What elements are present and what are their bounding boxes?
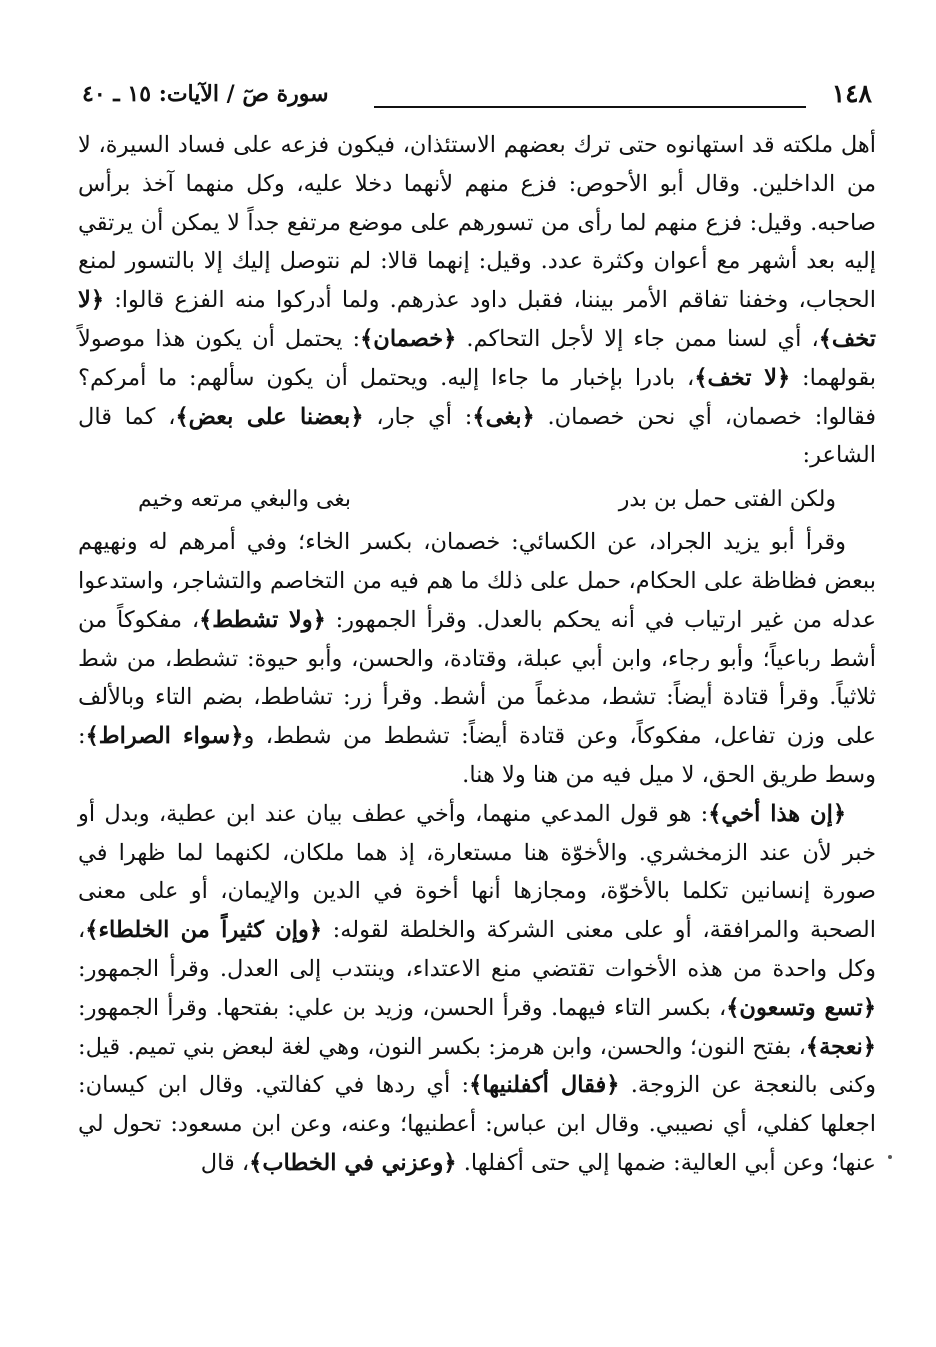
text-run: : هو قول المدعي منهما، وأخي عطف بيان عند ابن عطية، وبدل أو خبر لأن عند الزمخشري. والأخوّة هنا مستعارة، إذ هما ملكان، لكنهما لما ظهرا في صورة إنسانين تكلما بالأخوّة، ومجازها أنها أخوة في الدين والإيمان، أو على معنى الصحبة والمرافقة، أو على معنى الشركة والخلطة لقوله:	[78, 800, 876, 944]
text-run: ، بادرا بإخبار ما جاءا إليه. ويحتمل أن يكون سألهم: ما أمركم؟ فقالوا: خصمان، أي نحن خصمان.	[78, 364, 877, 430]
header-rule	[374, 106, 806, 108]
quran-quote: ﴿تسع وتسعون﴾	[726, 994, 876, 1021]
quran-quote: ﴿بعضنا على بعض﴾	[175, 403, 364, 430]
text-run: ، بكسر التاء فيهما. وقرأ الحسن، وزيد بن علي: بفتحها. وقرأ الجمهور:	[78, 994, 727, 1021]
verse-left-hemistich: بغى والبغي مرتعه وخيم	[138, 487, 352, 513]
page-header	[82, 78, 872, 114]
text-run: ، مفكوكاً من أشط رباعياً؛ وأبو رجاء، وابن أبي عبلة، وقتادة، والحسن، وأبو حيوة: تشطط، من شط ثلاثياً. وقرأ قتادة أيضاً: تشط، مدغماً من أشط. وقرأ زر: تشاطط، بضم التاء وبالألف على وزن تفاعل، مفكوكاً، وعن قتادة أيضاً: تشطط من شطط، و	[78, 606, 876, 750]
paragraph-2	[78, 523, 876, 795]
text-run: ، أي لسنا ممن جاء إلا لأجل التحاكم.	[456, 325, 819, 352]
paragraph-1	[78, 126, 876, 475]
text-run: : أي ردها في كفالتي. وقال ابن كيسان: اجعلها كفلي، أي نصيبي. وقال ابن عباس: أعطنيها؛ وعنه، وعن ابن مسعود: تحول لي عنها؛ وعن أبي العالية: ضمها إلي حتى أكفلها.	[78, 1072, 876, 1176]
text-run: ، بفتح النون؛ والحسن، وابن هرمز: بكسر النون، وهي لغة لبعض بني تميم. قيل: وكنى بالنعجة عن الزوجة.	[78, 1033, 877, 1099]
quran-quote: ﴿لا تخف﴾	[694, 364, 791, 391]
running-title: سورة صٓ / الآيات: ١٥ ـ ٤٠	[82, 81, 329, 107]
body-text	[78, 126, 876, 1183]
text-run: ، قال	[200, 1149, 250, 1176]
verse-right-hemistich: ولكن الفتى حمل بن بدر	[618, 487, 836, 513]
text-run: ، وكل واحدة من هذه الأخوات تقتضي منع الاعتداء، وينتدب إلى العدل. وقرأ الجمهور:	[78, 917, 876, 982]
text-run: : وسط طريق الحق، لا ميل فيه من هنا ولا هنا.	[78, 723, 876, 788]
quran-quote: ﴿فقال أكفلنيها﴾	[469, 1072, 620, 1099]
text-run: أهل ملكته قد استهانوه حتى ترك بعضهم الاستئذان، فيكون فزعه على فساد السيرة، لا من الداخلين. وقال أبو الأحوص: فزع منهم لأنهما دخلا عليه، وكل منهما آخذ برأس صاحبه. وقيل: فزع منهم لما رأى من تسورهم على موضع مرتفع جداً لا يمكن أن يرتقي إليه بعد أشهر مع أعوان وكثرة عدد. وقيل: إنهما قالا: لم نتوصل إليك إلا بالتسور لمنع الحجاب، وخفنا تفاقم الأمر بيننا، فقبل داود عذرهم. ولما أدركوا منه الفزع قالوا:	[78, 132, 876, 314]
paragraph-3	[78, 795, 876, 1183]
text-run: ، كما قال الشاعر:	[78, 403, 876, 469]
quran-quote: ﴿إن هذا أخي﴾	[708, 800, 847, 827]
quran-quote: ﴿وإن كثيراً من الخلطاء﴾	[85, 917, 323, 944]
poetry-verse	[78, 481, 876, 519]
quran-quote: ﴿نعجة﴾	[805, 1033, 876, 1060]
text-run: : يحتمل أن يكون هذا موصولاً بقولهما:	[78, 325, 876, 391]
margin-dot	[888, 1155, 892, 1159]
text-run: وقرأ أبو يزيد الجراد، عن الكسائي: خصمان، بكسر الخاء؛ وفي أمرهم له ونهيهم ببعض فظاظة على الحكام، حمل على ذلك ما هم فيه من التخاصم والتشاجر، واستدعوا عدله من غير ارتياب في أنه يحكم بالعدل. وقرأ الجمهور:	[78, 529, 877, 633]
quran-quote: ﴿بغى﴾	[472, 403, 535, 430]
quran-quote: ﴿لا تخف﴾	[78, 287, 876, 352]
text-run: : أي جار،	[363, 403, 473, 430]
quran-quote: ﴿سواء الصراط﴾	[85, 723, 244, 750]
page-number: ١٤٨	[831, 79, 872, 108]
quran-quote: ﴿خصمان﴾	[360, 325, 457, 352]
quran-quote: ﴿ولا تشطط﴾	[199, 606, 326, 633]
quran-quote: ﴿وعزني في الخطاب﴾	[249, 1149, 457, 1176]
